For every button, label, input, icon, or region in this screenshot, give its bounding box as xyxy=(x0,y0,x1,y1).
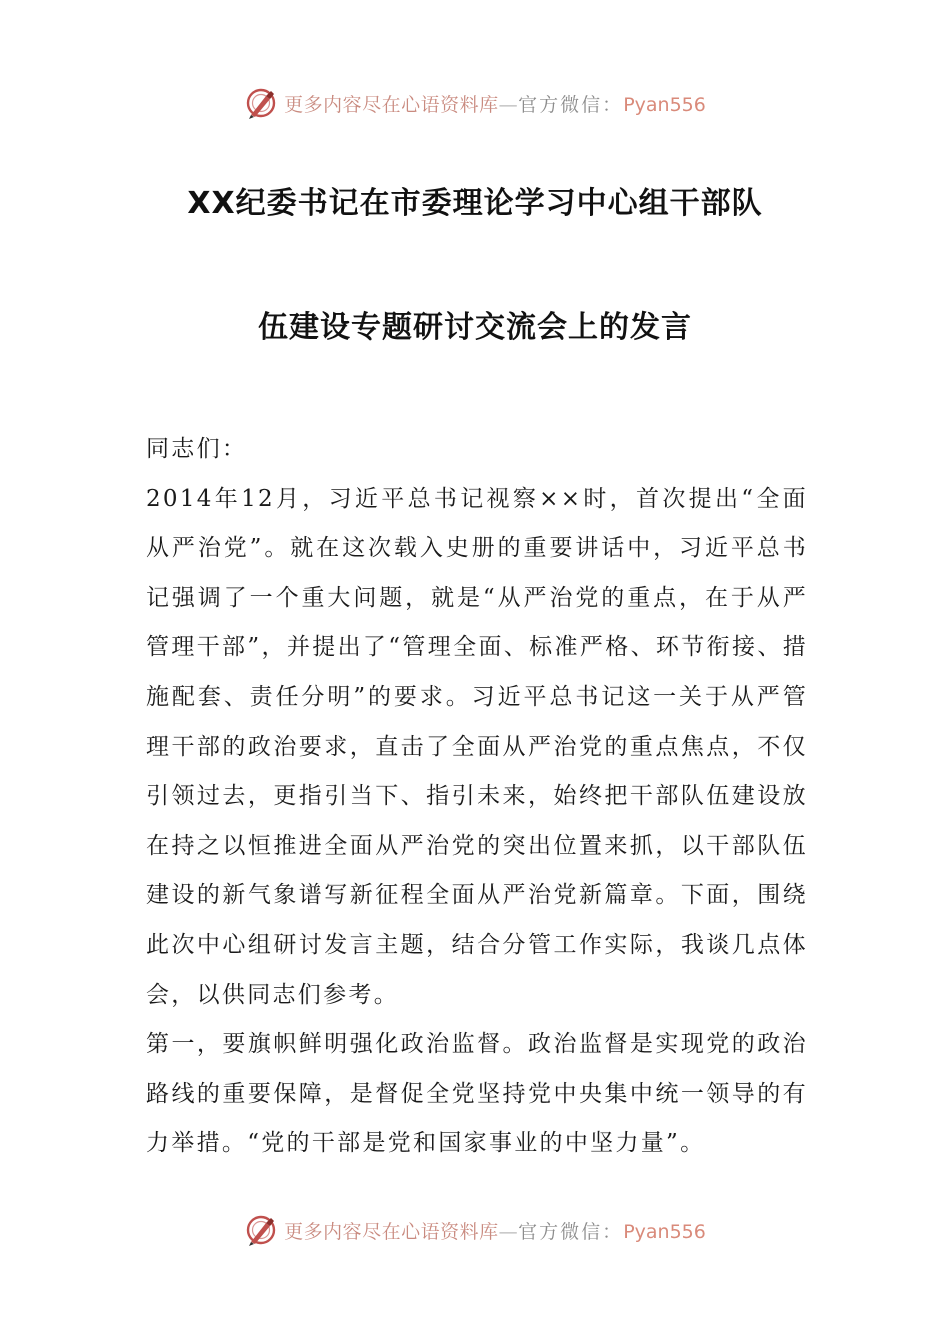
watermark-header xyxy=(0,83,950,123)
watermark-dash: — xyxy=(498,93,519,116)
watermark-site: 更多内容尽在心语资料库 xyxy=(284,93,499,116)
watermark-footer xyxy=(0,1210,950,1250)
paragraph-1: 2014年12月，习近平总书记视察××时，首次提出“全面从严治党”。就在这次载入史册的重要讲话中，习近平总书记强调了一个重大问题，就是“从严治党的重点，在于从严管理干部”，并提出了“管理全面、标准严格、环节衔接、措施配套、责任分明”的要求。习近平总书记这一关于从严管理干部的政治要求，直击了全面从严治党的重点焦点，不仅引领过去，更指引当下、指引未来，始终把干部队伍建设放在持之以恒推进全面从严治党的突出位置来抓，以干部队伍建设的新气象谱写新征程全面从严治党新篇章。下面，围绕此次中心组研讨发言主题，结合分管工作实际，我谈几点体会，以供同志们参考。 xyxy=(146,485,808,1008)
watermark-wechat-label: 官方微信： xyxy=(518,1220,624,1243)
watermark-text xyxy=(284,90,706,117)
pen-logo-icon xyxy=(244,86,278,120)
watermark-wechat-label: 官方微信： xyxy=(518,93,624,116)
watermark-site: 更多内容尽在心语资料库 xyxy=(284,1220,499,1243)
document-body xyxy=(146,425,808,1169)
pen-logo-icon xyxy=(244,1213,278,1247)
watermark-wechat-id: Pyan556 xyxy=(623,93,706,116)
watermark-wechat-id: Pyan556 xyxy=(623,1220,706,1243)
paragraph-2: 第一，要旗帜鲜明强化政治监督。政治监督是实现党的政治路线的重要保障，是督促全党坚持党中央集中统一领导的有力举措。“党的干部是党和国家事业的中坚力量”。 xyxy=(146,1031,808,1157)
document-title-line-1: XX纪委书记在市委理论学习中心组干部队 xyxy=(187,186,763,221)
document-title-line-2: 伍建设专题研讨交流会上的发言 xyxy=(258,310,692,345)
salutation: 同志们： xyxy=(146,436,248,462)
watermark-dash: — xyxy=(498,1220,519,1243)
watermark-text xyxy=(284,1217,706,1244)
